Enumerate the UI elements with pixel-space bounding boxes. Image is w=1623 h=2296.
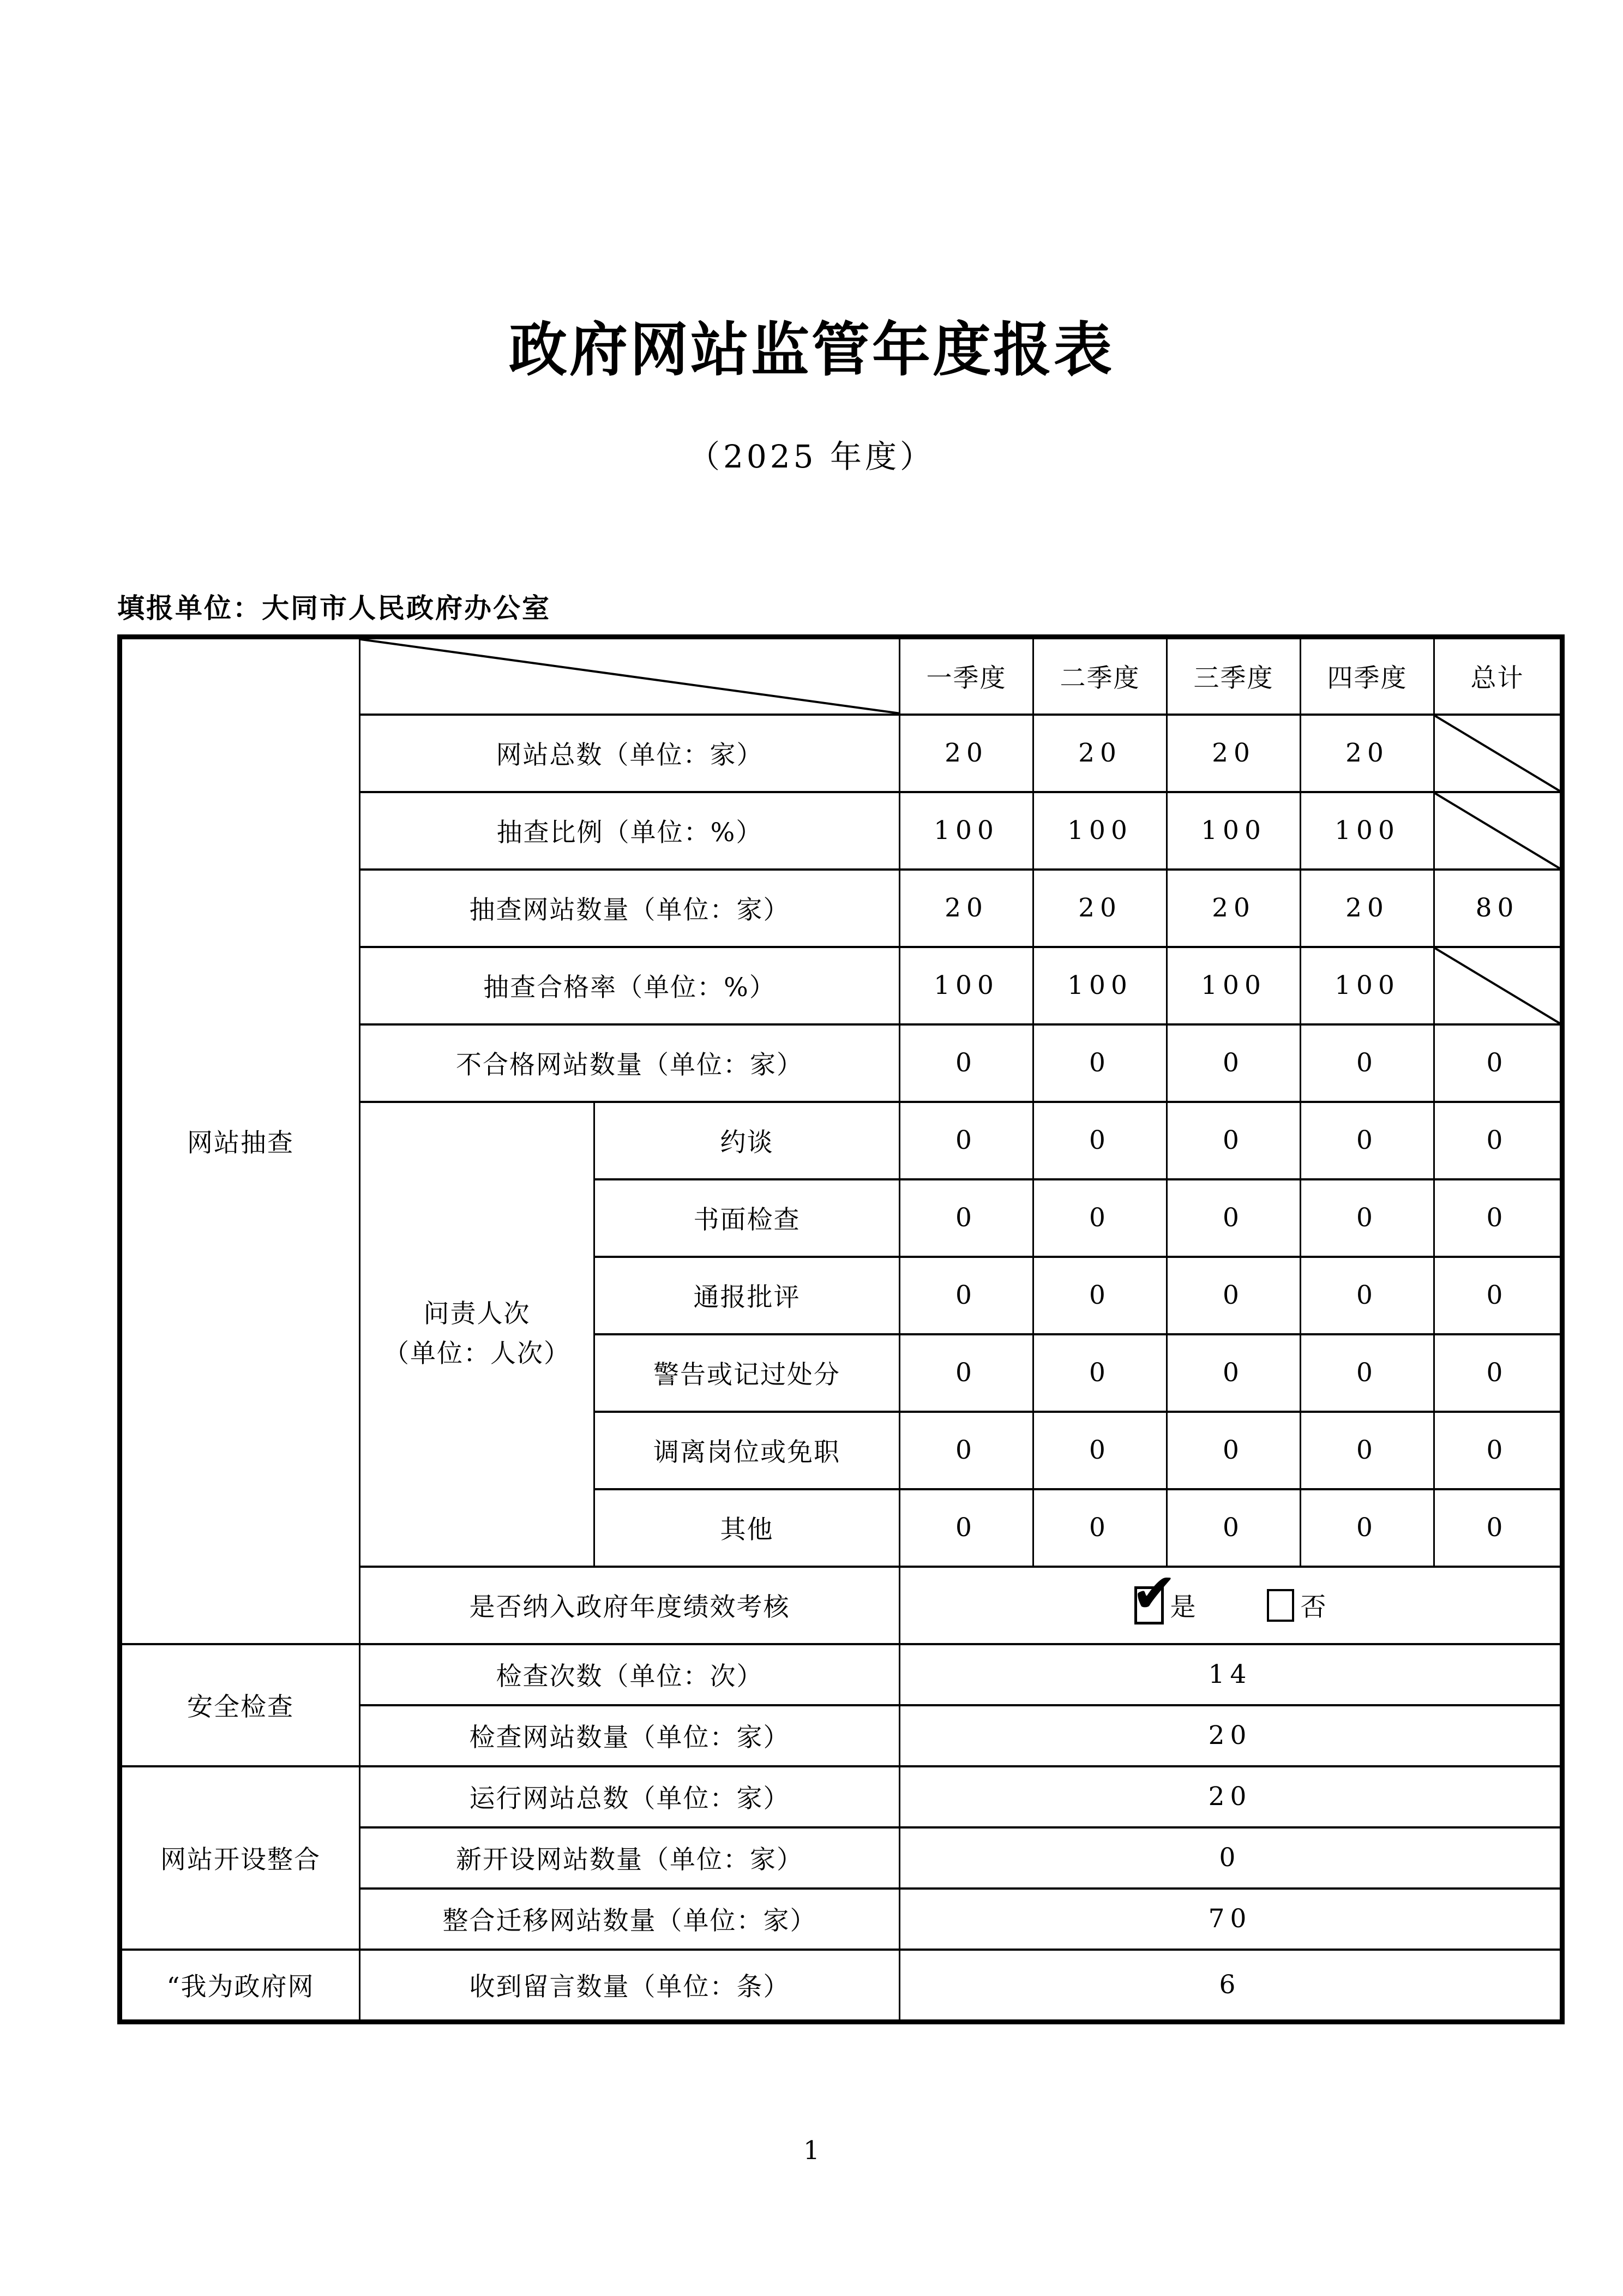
row-label: 检查次数（单位：次） — [360, 1644, 900, 1705]
yes-label: 是 — [1170, 1592, 1196, 1622]
filing-unit-line — [117, 586, 551, 626]
yes-option — [1131, 1566, 1196, 1625]
checkbox-checked-icon — [1131, 1566, 1177, 1625]
removal-q1: 0 — [900, 1412, 1033, 1489]
written-check-q2: 0 — [1033, 1179, 1167, 1257]
removal-q4: 0 — [1301, 1412, 1434, 1489]
running-sites-value: 20 — [900, 1766, 1562, 1827]
failed-sites-q2: 0 — [1033, 1024, 1167, 1102]
interview-q1: 0 — [900, 1102, 1033, 1179]
failed-sites-q4: 0 — [1301, 1024, 1434, 1102]
row-label: 检查网站数量（单位：家） — [360, 1705, 900, 1766]
header-diagonal-cell — [360, 637, 900, 715]
category-cell-message-board: “我为政府网 — [120, 1950, 360, 2022]
table-row-messages-received — [120, 1950, 1562, 2022]
pass-rate-q3: 100 — [1167, 947, 1301, 1024]
migrated-sites-value: 70 — [900, 1889, 1562, 1950]
other-q1: 0 — [900, 1489, 1033, 1567]
other-q4: 0 — [1301, 1489, 1434, 1567]
criticism-q1: 0 — [900, 1257, 1033, 1334]
filing-unit-label: 填报单位： — [117, 592, 262, 624]
category-cell-spot-check: 网站抽查 — [120, 637, 360, 1644]
criticism-q3: 0 — [1167, 1257, 1301, 1334]
annual-report-table — [117, 634, 1565, 2024]
diagonal-line — [360, 639, 899, 714]
interview-q4: 0 — [1301, 1102, 1434, 1179]
diagonal-line — [1435, 716, 1560, 791]
interview-total: 0 — [1434, 1102, 1562, 1179]
accountability-label-cell — [360, 1102, 594, 1567]
removal-total: 0 — [1434, 1412, 1562, 1489]
failed-sites-q1: 0 — [900, 1024, 1033, 1102]
failed-sites-total: 0 — [1434, 1024, 1562, 1102]
pass-rate-q4: 100 — [1301, 947, 1434, 1024]
check-ratio-total-diagonal — [1434, 792, 1562, 870]
checked-sites-q2: 20 — [1033, 870, 1167, 947]
criticism-q4: 0 — [1301, 1257, 1434, 1334]
checkmark-icon: ✔ — [1131, 1566, 1177, 1625]
removal-q3: 0 — [1167, 1412, 1301, 1489]
removal-q2: 0 — [1033, 1412, 1167, 1489]
diagonal-line — [1435, 793, 1560, 868]
row-label: 整合迁移网站数量（单位：家） — [360, 1889, 900, 1950]
header-total: 总计 — [1434, 637, 1562, 715]
table-row-running-sites — [120, 1766, 1562, 1827]
report-table-container — [117, 634, 1560, 2024]
criticism-total: 0 — [1434, 1257, 1562, 1334]
sub-row-label: 其他 — [594, 1489, 900, 1567]
other-q3: 0 — [1167, 1489, 1301, 1567]
pass-rate-total-diagonal — [1434, 947, 1562, 1024]
checked-sites-q1: 20 — [900, 870, 1033, 947]
check-times-value: 14 — [900, 1644, 1562, 1705]
row-label: 抽查网站数量（单位：家） — [360, 870, 900, 947]
document-title: 政府网站监管年度报表 — [508, 316, 1114, 384]
new-sites-value: 0 — [900, 1827, 1562, 1889]
interview-q3: 0 — [1167, 1102, 1301, 1179]
page-number: 1 — [803, 2136, 820, 2166]
check-ratio-q2: 100 — [1033, 792, 1167, 870]
header-q1: 一季度 — [900, 637, 1033, 715]
check-ratio-q1: 100 — [900, 792, 1033, 870]
sub-row-label: 约谈 — [594, 1102, 900, 1179]
pass-rate-q1: 100 — [900, 947, 1033, 1024]
category-cell-integration: 网站开设整合 — [120, 1766, 360, 1950]
sub-row-label: 书面检查 — [594, 1179, 900, 1257]
warning-total: 0 — [1434, 1334, 1562, 1412]
warning-q3: 0 — [1167, 1334, 1301, 1412]
accountability-label-line1: 问责人次 — [423, 1298, 531, 1329]
header-q4: 四季度 — [1301, 637, 1434, 715]
security-checked-sites-value: 20 — [900, 1705, 1562, 1766]
site-total-total-diagonal — [1434, 715, 1562, 792]
checkbox-unchecked-icon — [1267, 1589, 1294, 1622]
sub-row-label: 警告或记过处分 — [594, 1334, 900, 1412]
accountability-label-line2: （单位：人次） — [383, 1338, 570, 1369]
written-check-q4: 0 — [1301, 1179, 1434, 1257]
performance-review-answer — [900, 1566, 1560, 1625]
row-label: 抽查合格率（单位：%） — [360, 947, 900, 1024]
row-label: 新开设网站数量（单位：家） — [360, 1827, 900, 1889]
row-label: 不合格网站数量（单位：家） — [360, 1024, 900, 1102]
warning-q4: 0 — [1301, 1334, 1434, 1412]
header-q3: 三季度 — [1167, 637, 1301, 715]
row-label: 是否纳入政府年度绩效考核 — [360, 1567, 900, 1644]
category-cell-security-check: 安全检查 — [120, 1644, 360, 1766]
site-total-q4: 20 — [1301, 715, 1434, 792]
written-check-q1: 0 — [900, 1179, 1033, 1257]
site-total-q2: 20 — [1033, 715, 1167, 792]
pass-rate-q2: 100 — [1033, 947, 1167, 1024]
diagonal-line — [1435, 948, 1560, 1023]
messages-received-value: 6 — [900, 1950, 1562, 2022]
check-ratio-q3: 100 — [1167, 792, 1301, 870]
checked-sites-q3: 20 — [1167, 870, 1301, 947]
sub-row-label: 调离岗位或免职 — [594, 1412, 900, 1489]
check-ratio-q4: 100 — [1301, 792, 1434, 870]
row-label: 抽查比例（单位：%） — [360, 792, 900, 870]
row-label: 网站总数（单位：家） — [360, 715, 900, 792]
row-label: 收到留言数量（单位：条） — [360, 1950, 900, 2022]
warning-q1: 0 — [900, 1334, 1033, 1412]
interview-q2: 0 — [1033, 1102, 1167, 1179]
row-label: 运行网站总数（单位：家） — [360, 1766, 900, 1827]
no-label: 否 — [1300, 1592, 1326, 1622]
performance-review-answer-cell — [900, 1567, 1562, 1644]
other-total: 0 — [1434, 1489, 1562, 1567]
checked-sites-q4: 20 — [1301, 870, 1434, 947]
site-total-q1: 20 — [900, 715, 1033, 792]
checked-sites-total: 80 — [1434, 870, 1562, 947]
table-row-check-times — [120, 1644, 1562, 1705]
no-option — [1267, 1587, 1326, 1623]
table-header-row — [120, 637, 1562, 715]
sub-row-label: 通报批评 — [594, 1257, 900, 1334]
site-total-q3: 20 — [1167, 715, 1301, 792]
filing-unit-name: 大同市人民政府办公室 — [262, 592, 551, 624]
criticism-q2: 0 — [1033, 1257, 1167, 1334]
header-q2: 二季度 — [1033, 637, 1167, 715]
written-check-total: 0 — [1434, 1179, 1562, 1257]
failed-sites-q3: 0 — [1167, 1024, 1301, 1102]
other-q2: 0 — [1033, 1489, 1167, 1567]
written-check-q3: 0 — [1167, 1179, 1301, 1257]
document-subtitle: （2025 年度） — [688, 438, 935, 475]
warning-q2: 0 — [1033, 1334, 1167, 1412]
